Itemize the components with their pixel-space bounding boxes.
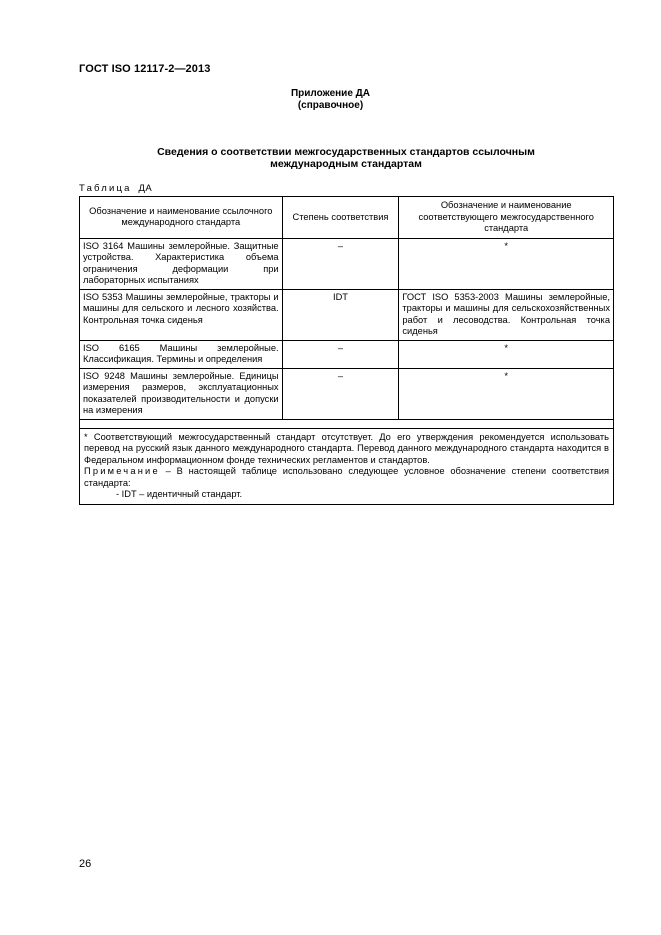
cell-degree: – bbox=[282, 340, 399, 368]
table-label-number: ДА bbox=[138, 183, 153, 194]
section-title bbox=[120, 146, 572, 170]
spacer-cell bbox=[80, 419, 614, 428]
column-header-degree: Степень соответствия bbox=[282, 197, 399, 239]
table-row bbox=[80, 289, 614, 340]
table-spacer-row bbox=[80, 419, 614, 428]
note-paragraph bbox=[84, 466, 609, 489]
cell-national-standard: ГОСТ ISO 5353-2003 Машины землеройные, тракторы и машины для сельскохозяйственных работ и лесоводства. Контрольная точка сиденья bbox=[399, 289, 614, 340]
cell-international-standard: ISO 6165 Машины землеройные. Классификация. Термины и определения bbox=[80, 340, 283, 368]
standards-table bbox=[79, 196, 614, 505]
note-item: - IDT – идентичный стандарт. bbox=[116, 489, 243, 499]
page-number: 26 bbox=[79, 858, 92, 870]
table-row bbox=[80, 238, 614, 289]
cell-international-standard: ISO 3164 Машины землеройные. Защитные устройства. Характеристика объема ограничения деформации при лабораторных испытаниях bbox=[80, 238, 283, 289]
appendix-title: Приложение ДА bbox=[290, 88, 371, 99]
document-code: ГОСТ ISO 12117-2—2013 bbox=[79, 63, 211, 75]
appendix-type: (справочное) bbox=[297, 100, 364, 111]
note-label: Примечание bbox=[84, 466, 160, 476]
table-row bbox=[80, 368, 614, 419]
footnote-text: * Соответствующий межгосударственный стандарт отсутствует. До его утверждения рекомендуется использовать перевод на русский язык данного международного стандарта. Перевод данного международного стандарта находится в Федеральном информационном фонде технических регламентов и стандартов. bbox=[84, 431, 609, 465]
section-title-line-2: международным стандартам bbox=[270, 158, 422, 170]
column-header-national: Обозначение и наименование соответствующего межгосударственного стандарта bbox=[399, 197, 614, 239]
section-title-line-1: Сведения о соответствии межгосударственных стандартов ссылочным bbox=[157, 146, 535, 158]
note-text: – В настоящей таблице использовано следующее условное обозначение степени соответствия стандарта: bbox=[84, 466, 609, 488]
cell-national-standard: * bbox=[399, 238, 614, 289]
cell-degree: IDT bbox=[282, 289, 399, 340]
cell-degree: – bbox=[282, 238, 399, 289]
cell-national-standard: * bbox=[399, 340, 614, 368]
cell-degree: – bbox=[282, 368, 399, 419]
table-label bbox=[79, 183, 152, 194]
table-header-row bbox=[80, 197, 614, 239]
cell-international-standard: ISO 9248 Машины землеройные. Единицы измерения размеров, эксплуатационных показателей производительности и допуски на измерения bbox=[80, 368, 283, 419]
footnote-cell bbox=[80, 428, 614, 504]
cell-national-standard: * bbox=[399, 368, 614, 419]
table-row bbox=[80, 340, 614, 368]
column-header-international: Обозначение и наименование ссылочного международного стандарта bbox=[80, 197, 283, 239]
table-label-word: Таблица bbox=[79, 183, 132, 194]
cell-international-standard: ISO 5353 Машины землеройные, тракторы и машины для сельского и лесного хозяйства. Контрольная точка сиденья bbox=[80, 289, 283, 340]
table-footnote-row bbox=[80, 428, 614, 504]
